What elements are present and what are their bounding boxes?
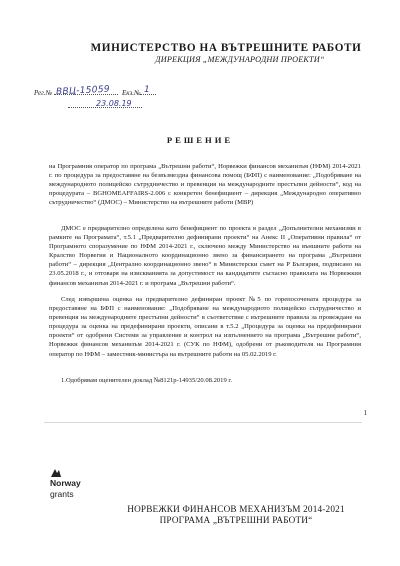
registration-block bbox=[34, 84, 234, 111]
registration-number-label: Рег.№ bbox=[34, 89, 53, 97]
paragraph-intro: на Програмния оператор по програма „Вътрешни работи“, Норвежки финансов механизъм (НФМ) 2014-2021 г. по процедура за предоставяне на безвъзмездна финансова помощ (БФП) с наименование: „Подобряване на международното полицейско сътрудничество и превенция на международните престъпни дейности“, код на процедурата – BGHOMEAFFAIRS-2.006 с конкретен бенефициент – дирекция „Международно оперативно сътрудничество“ (ДМОС) – Министерство на вътрешните работи (МВР) bbox=[49, 163, 361, 207]
registration-number-handwritten: ВВЦ-15059 bbox=[55, 84, 111, 98]
directorate-name: ДИРЕКЦИЯ „МЕЖДУНАРОДНИ ПРОЕКТИ“ bbox=[155, 55, 325, 64]
ministry-name: МИНИСТЕРСТВО НА ВЪТРЕШНИТЕ РАБОТИ bbox=[90, 42, 362, 54]
letterhead bbox=[0, 42, 400, 64]
paragraph-beneficiary: ДМОС е предварително определена като бенефициент по проекта в раздел „Допълнителни механизми в рамките на Програмата“, т.5.1 „Предварително дефинирани проекти“ на Анекс II „Оперативни правила“ от Програмното споразумение по НФМ 2014-2021 г., сключено между Министерство на външните работи на Кралство Норвегия и Националното координационно звено за финансирането на програма „Вътрешни работи“ – дирекция „Централно координационно звено“ в Министерски съвет на Р България, подписано на 23.05.2018 г., и отговаря на изискванията за допустимост на кандидатите съгласно правилата на Норвежкия финансов механизъм 2014-2021 г. и програма „Вътрешни работи“. bbox=[49, 225, 361, 287]
footer-line-2: ПРОГРАМА „ВЪТРЕШНИ РАБОТИ“ bbox=[159, 515, 313, 525]
document-title: РЕШЕНИЕ bbox=[166, 135, 234, 145]
footer-divider bbox=[44, 422, 362, 423]
paragraph-evaluation: След извършена оценка на предварително дефиниран проект №5 по горепосочената процедура за предоставяне на БФП с наименование: „Подобряване на международното полицейско сътрудничество и превенция на международните престъпни дейности“ в съответствие с вътрешните правила за провеждане на процедура за оценка на предефинирани проекти, описани в т.5.2 „Процедура за оценка на предефинирани проекти“ от одобрени Системи за управление и контрол на изпълнението на програма „Вътрешни работи“, Норвежки финансов механизъм 2014-2021 г. (СУК по НФМ), одобрени от ръководителя на Програмния оператор по НФМ – заместник-министъра на вътрешните работи на 05.02.2019 г. bbox=[49, 296, 361, 358]
paragraph-decision-1: 1.Одобрявам оценителен доклад №8121р-14935/20.08.2019 г. bbox=[61, 377, 233, 384]
logo-text-norway: Norway bbox=[50, 478, 81, 488]
footer-line-1: НОРВЕЖКИ ФИНАНСОВ МЕХАНИЗЪМ 2014-2021 bbox=[127, 504, 345, 514]
footer-program-name bbox=[86, 504, 386, 526]
copy-number-label: Екз.№ bbox=[122, 89, 141, 97]
copy-number-handwritten: 1 bbox=[144, 85, 150, 95]
page-number: 1 bbox=[363, 409, 367, 417]
registration-date-handwritten: 23.08.19 bbox=[96, 99, 132, 108]
norway-grants-logo-icon bbox=[50, 468, 62, 478]
logo-text-grants: grants bbox=[50, 489, 74, 499]
